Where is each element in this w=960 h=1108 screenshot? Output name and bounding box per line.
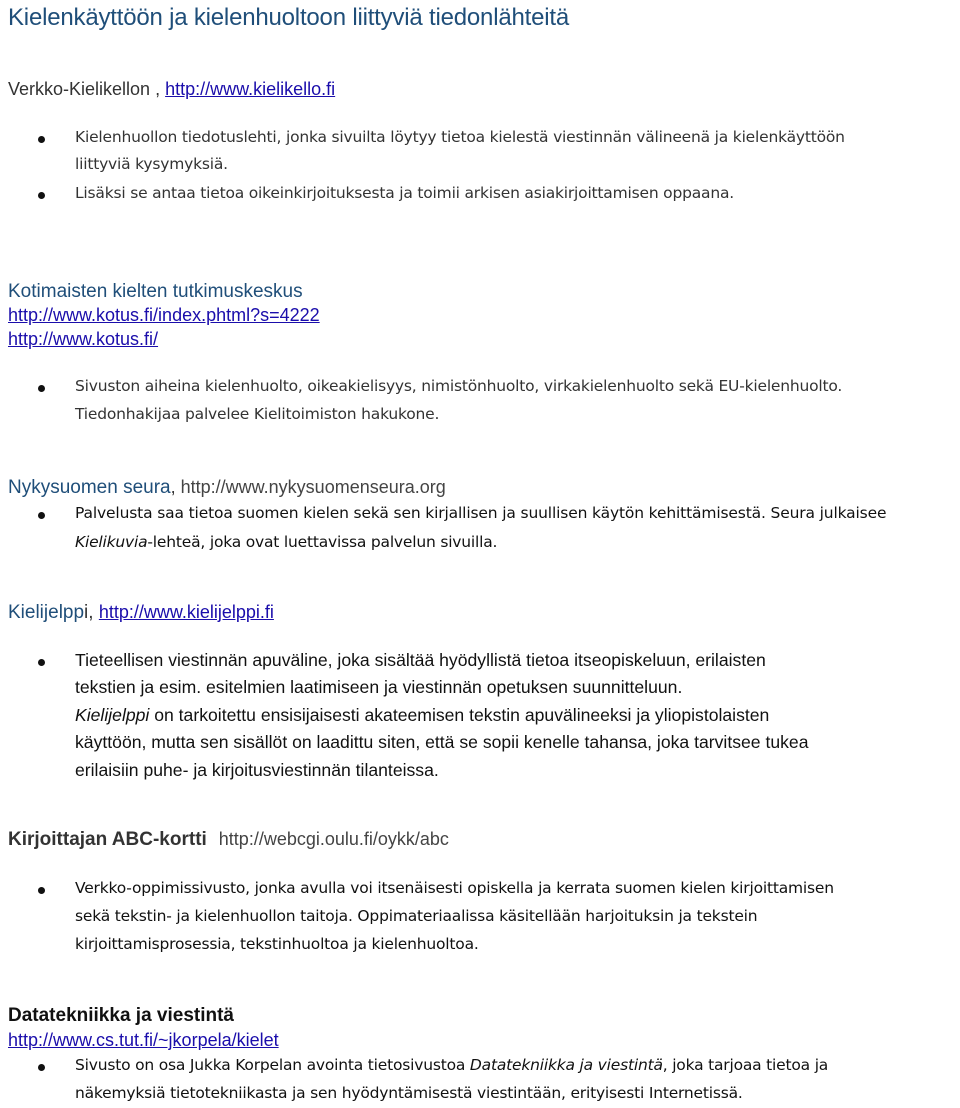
italic-title: Kielijelppi bbox=[75, 705, 150, 725]
text: , joka tarjoaa tietoa ja bbox=[662, 1056, 829, 1074]
bullet-icon bbox=[38, 136, 45, 143]
section-abc-heading-row bbox=[8, 829, 449, 851]
section-heading: Nykysuomen seura bbox=[8, 477, 171, 498]
kielijelppi-desc-line2: tekstien ja esim. esitelmien laatimiseen ja viestinnän opetuksen suunnitteluun. bbox=[75, 677, 683, 697]
kielijelppi-desc-line1: Tieteellisen viestinnän apuväline, joka sisältää hyödyllistä tietoa itseopiskeluun, erilaisten bbox=[75, 650, 766, 670]
bullet-icon bbox=[38, 659, 45, 666]
kotus-link-1[interactable]: http://www.kotus.fi/index.phtml?s=4222 bbox=[8, 305, 320, 325]
kielikello-link[interactable]: http://www.kielikello.fi bbox=[165, 79, 336, 99]
kotus-link-2[interactable]: http://www.kotus.fi/ bbox=[8, 329, 159, 349]
separator: , bbox=[170, 477, 181, 497]
abc-url[interactable]: http://webcgi.oulu.fi/oykk/abc bbox=[218, 829, 449, 849]
abc-desc-line2: sekä tekstin- ja kielenhuollon taitoja. Oppimateriaalissa käsitellään harjoituksin ja tekstein bbox=[75, 907, 758, 925]
bullet-icon bbox=[38, 385, 45, 392]
kielikello-desc-line1: Kielenhuollon tiedotuslehti, jonka sivuilta löytyy tietoa kielestä viestinnän välineenä ja kielenkäyttöön bbox=[75, 128, 845, 146]
section-datatekniikka-heading: Datatekniikka ja viestintä bbox=[8, 1005, 234, 1026]
section-kielijelppi-heading-row bbox=[8, 602, 274, 624]
section-heading: Kirjoittajan ABC-kortti bbox=[8, 829, 207, 850]
datatekniikka-desc-line2: näkemyksiä tietotekniikasta ja sen hyödyntämisestä viestintään, erityisesti Internetissä. bbox=[75, 1084, 743, 1102]
section-nykysuomen-heading-row bbox=[8, 477, 446, 499]
kielikello-desc-line2: liittyviä kysymyksiä. bbox=[75, 155, 228, 173]
bullet-icon bbox=[38, 512, 45, 519]
nykysuomen-desc-line2 bbox=[75, 533, 497, 551]
nykysuomen-desc-line1: Palvelusta saa tietoa suomen kielen sekä sen kirjallisen ja suullisen käytön kehittämisestä. Seura julkaisee bbox=[75, 504, 887, 522]
bullet-icon bbox=[38, 887, 45, 894]
italic-title: Datatekniikka ja viestintä bbox=[469, 1056, 663, 1074]
kielijelppi-desc-line3 bbox=[75, 705, 769, 726]
kielikello-desc2-line1: Lisäksi se antaa tietoa oikeinkirjoituksesta ja toimii arkisen asiakirjoittamisen oppaana. bbox=[75, 184, 734, 202]
section-kotus-heading: Kotimaisten kielten tutkimuskeskus bbox=[8, 281, 303, 302]
kielijelppi-desc-line5: erilaisiin puhe- ja kirjoitusviestinnän tilanteissa. bbox=[75, 760, 439, 780]
page-title: Kielenkäyttöön ja kielenhuoltoon liittyviä tiedonlähteitä bbox=[8, 4, 569, 31]
nykysuomen-url[interactable]: http://www.nykysuomenseura.org bbox=[180, 477, 446, 497]
abc-desc-line1: Verkko-oppimissivusto, jonka avulla voi itsenäisesti opiskella ja kerrata suomen kielen kirjoittamisen bbox=[75, 879, 834, 897]
separator: , bbox=[150, 79, 166, 99]
section-heading: Verkko-Kielikellon bbox=[8, 79, 151, 99]
section-kielikello-heading-row bbox=[8, 79, 335, 100]
text: -lehteä, joka ovat luettavissa palvelun sivuilla. bbox=[147, 533, 498, 551]
abc-desc-line3: kirjoittamisprosessia, tekstinhuoltoa ja kielenhuoltoa. bbox=[75, 935, 479, 953]
italic-title: Kielikuvia bbox=[75, 533, 148, 551]
text: on tarkoitettu ensisijaisesti akateemisen tekstin apuvälineeksi ja yliopistolaisten bbox=[149, 705, 770, 725]
separator: i, bbox=[84, 602, 99, 623]
datatekniikka-link[interactable]: http://www.cs.tut.fi/~jkorpela/kielet bbox=[8, 1030, 279, 1050]
kotus-desc-line1: Sivuston aiheina kielenhuolto, oikeakielisyys, nimistönhuolto, virkakielenhuolto sekä EU-kielenhuolto. bbox=[75, 377, 843, 395]
datatekniikka-desc-line1 bbox=[75, 1056, 828, 1074]
kielijelppi-link[interactable]: http://www.kielijelppi.fi bbox=[98, 602, 274, 622]
text: Sivusto on osa Jukka Korpelan avointa tietosivustoa bbox=[75, 1056, 470, 1074]
kotus-desc-line2: Tiedonhakijaa palvelee Kielitoimiston hakukone. bbox=[75, 405, 440, 423]
kielijelppi-desc-line4: käyttöön, mutta sen sisällöt on laadittu siten, että se sopii kenelle tahansa, joka tarvitsee tukea bbox=[75, 732, 809, 752]
section-heading: Kielijelpp bbox=[8, 602, 85, 623]
bullet-icon bbox=[38, 1064, 45, 1071]
bullet-icon bbox=[38, 192, 45, 199]
